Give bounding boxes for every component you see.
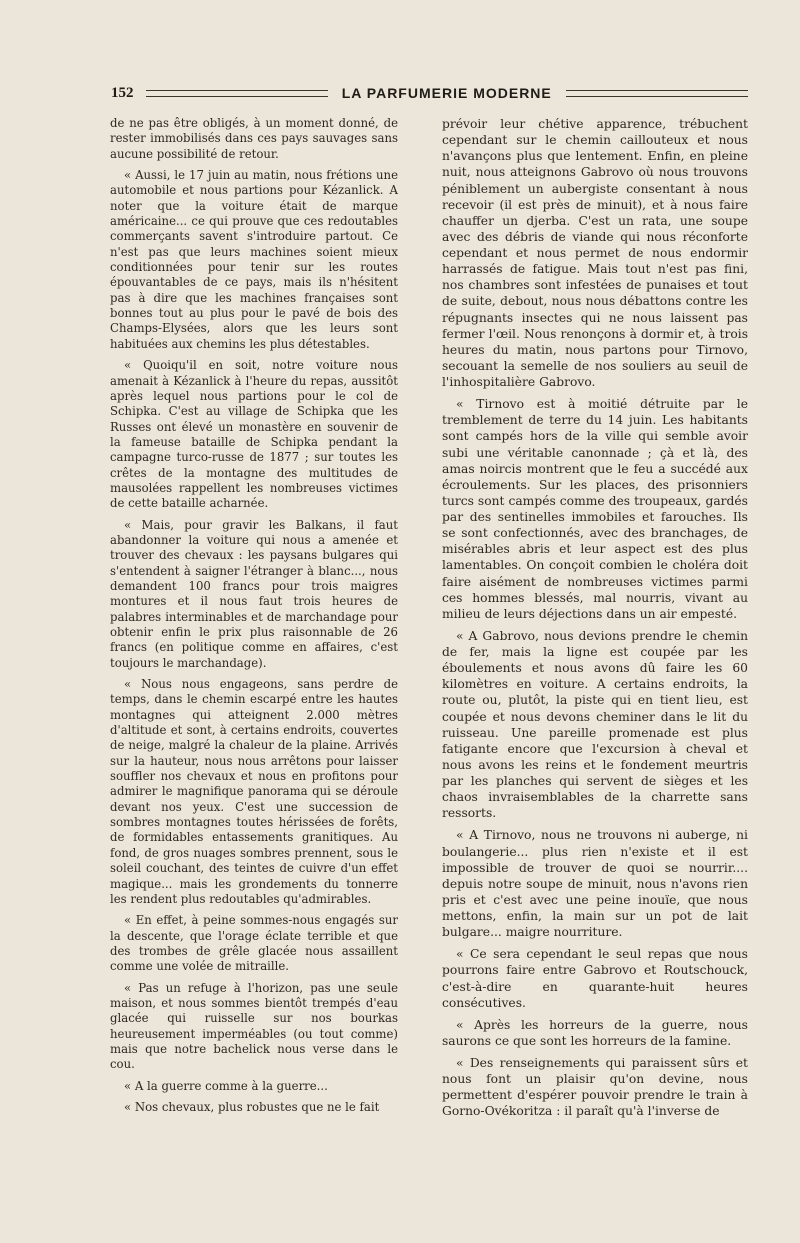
header-rule-right	[566, 90, 748, 97]
paragraph: « Nous nous engageons, sans perdre de temps, dans le chemin escarpé entre les hautes montagnes qui atteignent 2.000 mètres d'altitude et sont, à certains endroits, couvertes de neige, malgré la chaleur de la plaine. Arrivés sur la hauteur, nous nous arrêtons pour laisser souffler nos chevaux et nous en profitons pour admirer le magnifique panorama qui se déroule devant nos yeux. C'est une succession de sombres montagnes toutes hérissées de forêts, de formidables entassements granitiques. Au fond, de gros nuages sombres prennent, sous le soleil couchant, des teintes de cuivre d'un effet magique... mais les grondements du tonnerre les rendent plus redoutables qu'admirables.	[110, 677, 398, 906]
paragraph: « A Gabrovo, nous devions prendre le chemin de fer, mais la ligne est coupée par les éboulements et nous avons dû faire les 60 kilomètres en voiture. A certains endroits, la route ou, plutôt, la piste qui en tient lieu, est coupée et nous devons cheminer dans le lit du ruisseau. Une pareille promenade est plus fatigante encore que l'excursion à cheval et nous avons les reins et le fondement meurtris par les planches qui servent de sièges et les chaos invraisemblables de la charrette sans ressorts.	[442, 628, 748, 821]
paragraph: « A Tirnovo, nous ne trouvons ni auberge, ni boulangerie... plus rien n'existe et il est impossible de trouver de quoi se nourrir.... depuis notre soupe de minuit, nous n'avons rien pris et c'est avec une peine inouïe, que nous mettons, enfin, la main sur un pot de lait bulgare... maigre nourriture.	[442, 828, 748, 940]
paragraph: « En effet, à peine sommes-nous engagés sur la descente, que l'orage éclate terrible et que des trombes de grêle glacée nous assaillent comme une volée de mitraille.	[110, 913, 398, 974]
right-column	[442, 116, 748, 1120]
paragraph: « Nos chevaux, plus robustes que ne le fait	[124, 1099, 380, 1114]
page-number: 152	[111, 84, 134, 101]
paragraph: « Aussi, le 17 juin au matin, nous frétions une automobile et nous partions pour Kézanlick. A noter que la voiture était de marque américaine... ce qui prouve que ces redoutables commerçants savent s'introduire partout. Ce n'est pas que leurs machines soient mieux conditionnées pour tenir sur les routes épouvantables de ce pays, mais ils n'hésitent pas à dire que les machines françaises sont bonnes tout au plus pour le pavé de bois des Champs-Elysées, alors que les leurs sont habituées aux chemins les plus détestables.	[110, 168, 398, 351]
paragraph: « Des renseignements qui paraissent sûrs et nous font un plaisir qu'on devine, nous permettent d'espérer pouvoir prendre le train à Gorno-Ovékoritza : il paraît qu'à l'inverse de	[442, 1056, 748, 1119]
paragraph: « Quoiqu'il en soit, notre voiture nous amenait à Kézanlick à l'heure du repas, aussitôt après lequel nous partions pour le col de Schipka. C'est au village de Schipka que les Russes ont élevé un monastère en souvenir de la fameuse bataille de Schipka pendant la campagne turco-russe de 1877 ; sur toutes les crêtes de la montagne des multitudes de mausolées rappellent les nombreuses victimes de cette bataille acharnée.	[110, 358, 398, 511]
paragraph: « Ce sera cependant le seul repas que nous pourrons faire entre Gabrovo et Routschouck, c'est-à-dire en quarante-huit heures consécutives.	[442, 947, 748, 1010]
journal-title: LA PARFUMERIE MODERNE	[341, 85, 552, 101]
paragraph: « Tirnovo est à moitié détruite par le tremblement de terre du 14 juin. Les habitants sont campés hors de la ville qui semble avoir subi une véritable canonnade ; çà et là, des amas noircis montrent que le feu a succédé aux écroulements. Sur les places, des prisonniers turcs sont campés comme des troupeaux, gardés par des sentinelles immobiles et farouches. Ils se sont confectionnés, avec des branchages, de misérables abris et leur aspect est des plus lamentables. On conçoit combien le choléra doit faire aisément de nombreuses victimes parmi ces hommes blessés, mal nourris, vivant au milieu de leurs déjections dans un air empesté.	[442, 397, 748, 621]
paragraph: de ne pas être obligés, à un moment donné, de rester immobilisés dans ces pays sauvages sans aucune possibilité de retour.	[110, 116, 398, 161]
paragraph: « Après les horreurs de la guerre, nous saurons ce que sont les horreurs de la famine.	[442, 1017, 748, 1048]
left-column	[110, 116, 398, 1115]
header-rule-left	[146, 90, 328, 97]
paragraph: « Mais, pour gravir les Balkans, il faut abandonner la voiture qui nous a amenée et trouver des chevaux : les paysans bulgares qui s'entendent à saigner l'étranger à blanc..., nous demandent 100 francs pour trois maigres montures et il nous faut trois heures de palabres interminables et de marchandage pour obtenir enfin le prix plus raisonnable de 26 francs (en politique comme en affaires, c'est toujours le marchandage).	[110, 517, 398, 670]
running-header	[111, 82, 748, 104]
paragraph: prévoir leur chétive apparence, trébuchent cependant sur le chemin caillouteux et nous n'avançons plus que lentement. Enfin, en pleine nuit, nous atteignons Gabrovo où nous trouvons péniblement un aubergiste consentant à nous recevoir (il est près de minuit), et à nous faire chauffer un djerba. C'est un rata, une soupe avec des débris de viande qui nous réconforte cependant et nous permet de nous endormir harrassés de fatigue. Mais tout n'est pas fini, nos chambres sont infestées de punaises et tout de suite, debout, nous nous débattons contre les répugnants insectes qui ne nous laissent pas fermer l'œil. Nous renonçons à dormir et, à trois heures du matin, nous partons pour Tirnovo, secouant la semelle de nos souliers au seuil de l'inhospitalière Gabrovo.	[442, 117, 748, 389]
paragraph: « Pas un refuge à l'horizon, pas une seule maison, et nous sommes bientôt trempés d'eau glacée qui ruisselle sur nos bourkas heureusement imperméables (ou tout comme) mais que notre bachelick nous verse dans le cou.	[110, 980, 398, 1072]
paragraph: « A la guerre comme à la guerre...	[124, 1078, 328, 1093]
